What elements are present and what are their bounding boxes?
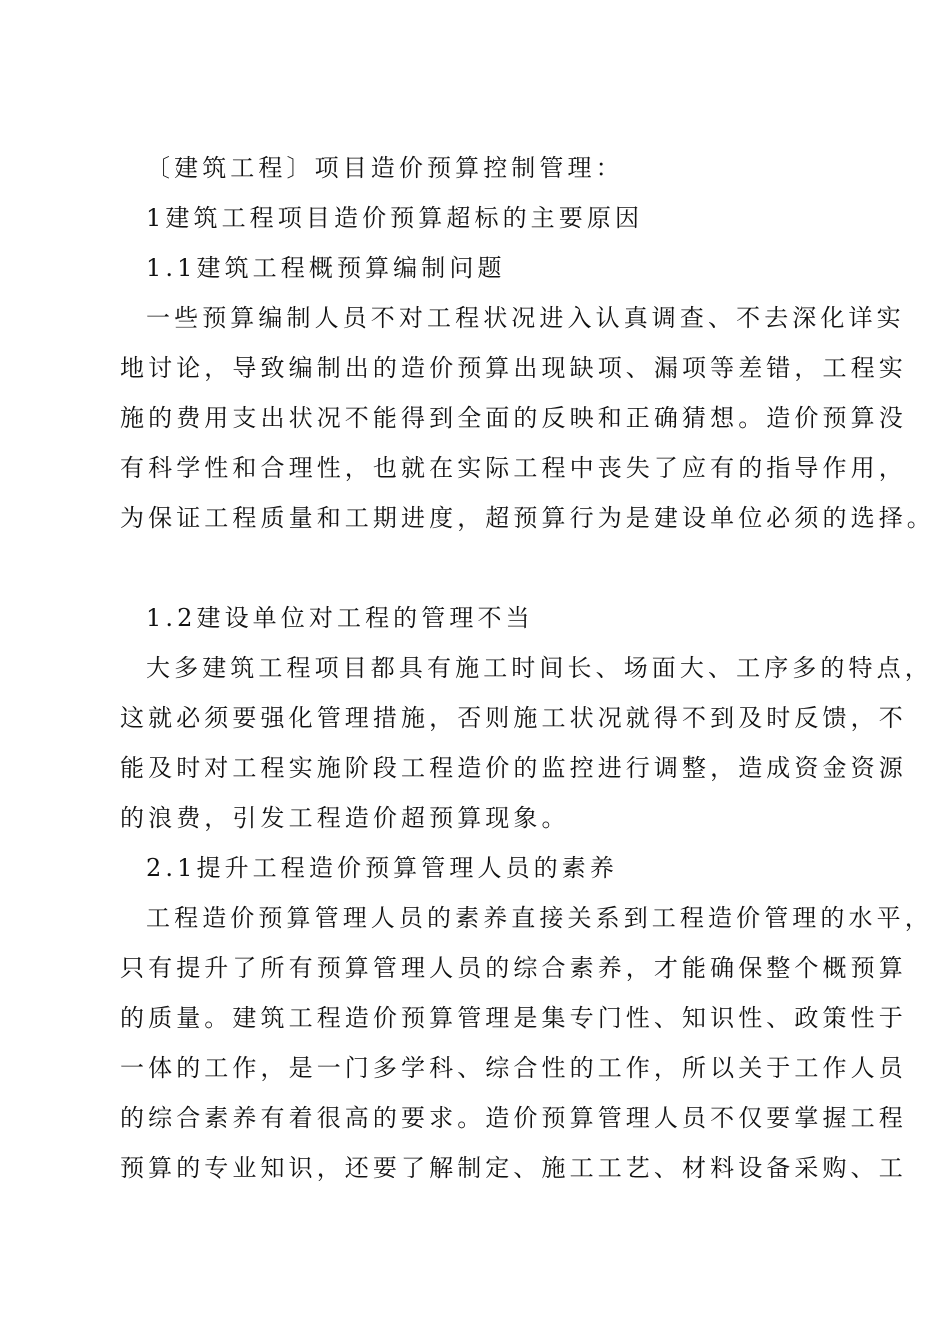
paragraph-3-line: 的综合素养有着很高的要求。造价预算管理人员不仅要掌握工程 (120, 1104, 907, 1132)
paragraph-3-line: 的质量。建筑工程造价预算管理是集专门性、知识性、政策性于 (120, 1004, 907, 1032)
section-heading-1-1: 1.1建筑工程概预算编制问题 (146, 254, 506, 282)
paragraph-3-line: 预算的专业知识，还要了解制定、施工工艺、材料设备采购、工 (120, 1154, 907, 1182)
section-heading-1: 1建筑工程项目造价预算超标的主要原因 (146, 204, 644, 232)
paragraph-2-line: 的浪费，引发工程造价超预算现象。 (120, 804, 570, 832)
paragraph-1-line: 地讨论，导致编制出的造价预算出现缺项、漏项等差错，工程实 (120, 354, 907, 382)
paragraph-3-line: 工程造价预算管理人员的素养直接关系到工程造价管理的水平， (146, 904, 933, 932)
paragraph-1-line: 有科学性和合理性，也就在实际工程中丧失了应有的指导作用， (120, 454, 907, 482)
paragraph-1-line: 一些预算编制人员不对工程状况进入认真调查、不去深化详实 (146, 304, 905, 332)
document-title: 〔建筑工程〕项目造价预算控制管理： (146, 154, 624, 182)
paragraph-1-line: 为保证工程质量和工期进度，超预算行为是建设单位必须的选择。 (120, 504, 935, 532)
paragraph-2-line: 这就必须要强化管理措施，否则施工状况就得不到及时反馈，不 (120, 704, 907, 732)
paragraph-3-line: 只有提升了所有预算管理人员的综合素养，才能确保整个概预算 (120, 954, 907, 982)
section-heading-1-2: 1.2建设单位对工程的管理不当 (146, 604, 534, 632)
paragraph-3-line: 一体的工作，是一门多学科、综合性的工作，所以关于工作人员 (120, 1054, 907, 1082)
paragraph-2-line: 能及时对工程实施阶段工程造价的监控进行调整，造成资金资源 (120, 754, 907, 782)
paragraph-2-line: 大多建筑工程项目都具有施工时间长、场面大、工序多的特点， (146, 654, 933, 682)
section-heading-2-1: 2.1提升工程造价预算管理人员的素养 (146, 854, 618, 882)
paragraph-1-line: 施的费用支出状况不能得到全面的反映和正确猜想。造价预算没 (120, 404, 907, 432)
